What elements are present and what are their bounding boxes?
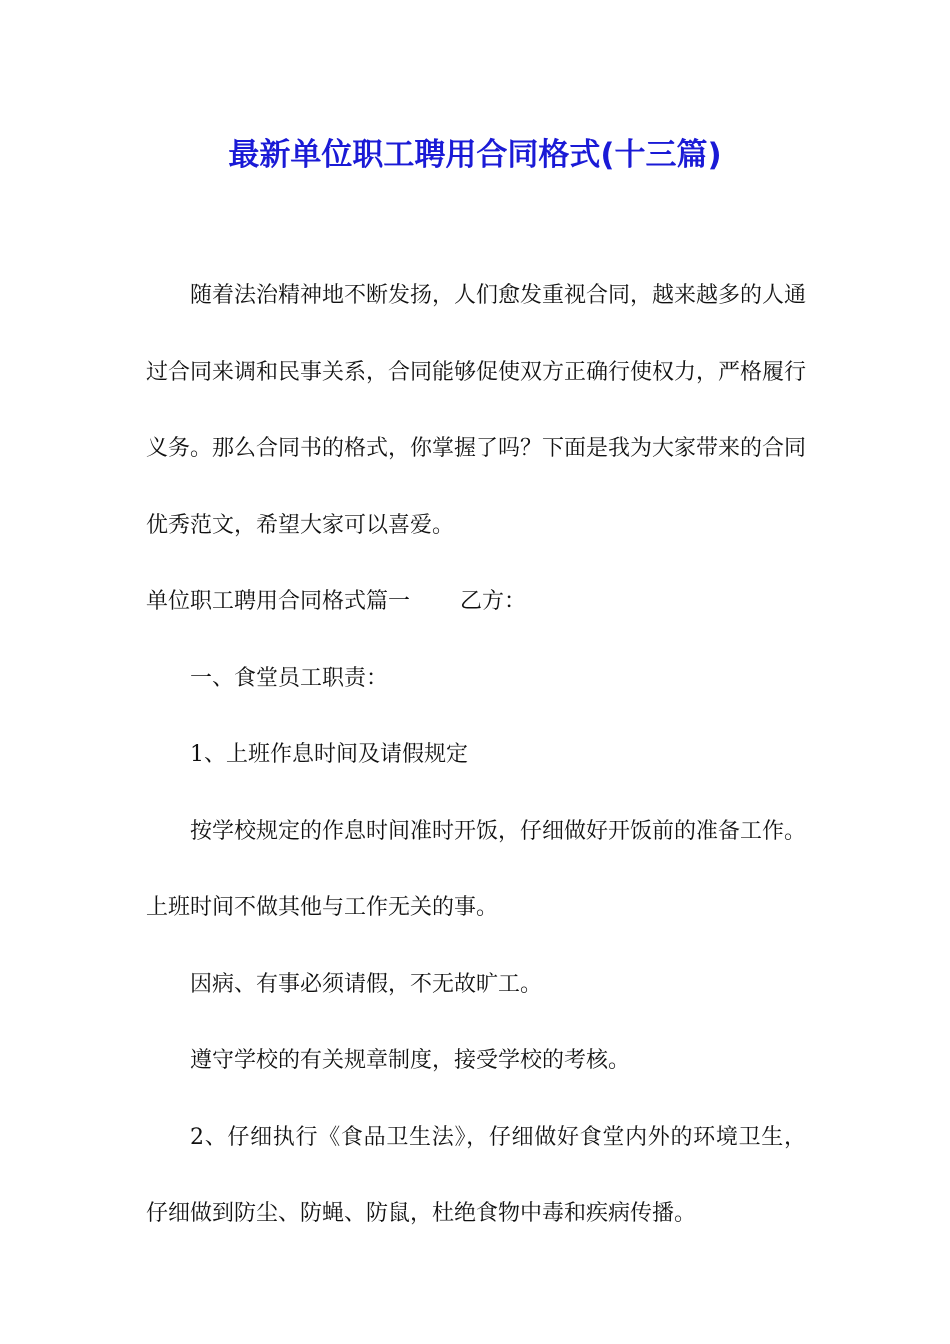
item2-paragraph: 2、仔细执行《食品卫生法》，仔细做好食堂内外的环境卫生，仔细做到防尘、防蝇、防鼠，杜绝食物中毒和疾病传播。	[146, 1124, 806, 1226]
item1-paragraph-1: 按学校规定的作息时间准时开饭，仔细做好开饭前的准备工作。上班时间不做其他与工作无关的事。	[146, 818, 807, 920]
party-b-label: 乙方：	[460, 589, 527, 614]
duty-heading: 一、食堂员工职责：	[190, 665, 389, 691]
item1-paragraph-3: 遵守学校的有关规章制度，接受学校的考核。	[190, 1048, 631, 1073]
section-heading: 单位职工聘用合同格式篇一	[146, 589, 411, 614]
item1-heading: 1、上班作息时间及请假规定	[190, 742, 468, 767]
intro-paragraph: 随着法治精神地不断发扬，人们愈发重视合同，越来越多的人通过合同来调和民事关系，合同能够促使双方正确行使权力，严格履行义务。那么合同书的格式，你掌握了吗？下面是我为大家带来的合同优秀范文，希望大家可以喜爱。	[146, 283, 807, 538]
document-body	[146, 258, 806, 1253]
section-heading-line	[146, 564, 806, 641]
item1-paragraph-2: 因病、有事必须请假，不无故旷工。	[190, 971, 543, 997]
document-title: 最新单位职工聘用合同格式(十三篇)	[228, 137, 722, 173]
